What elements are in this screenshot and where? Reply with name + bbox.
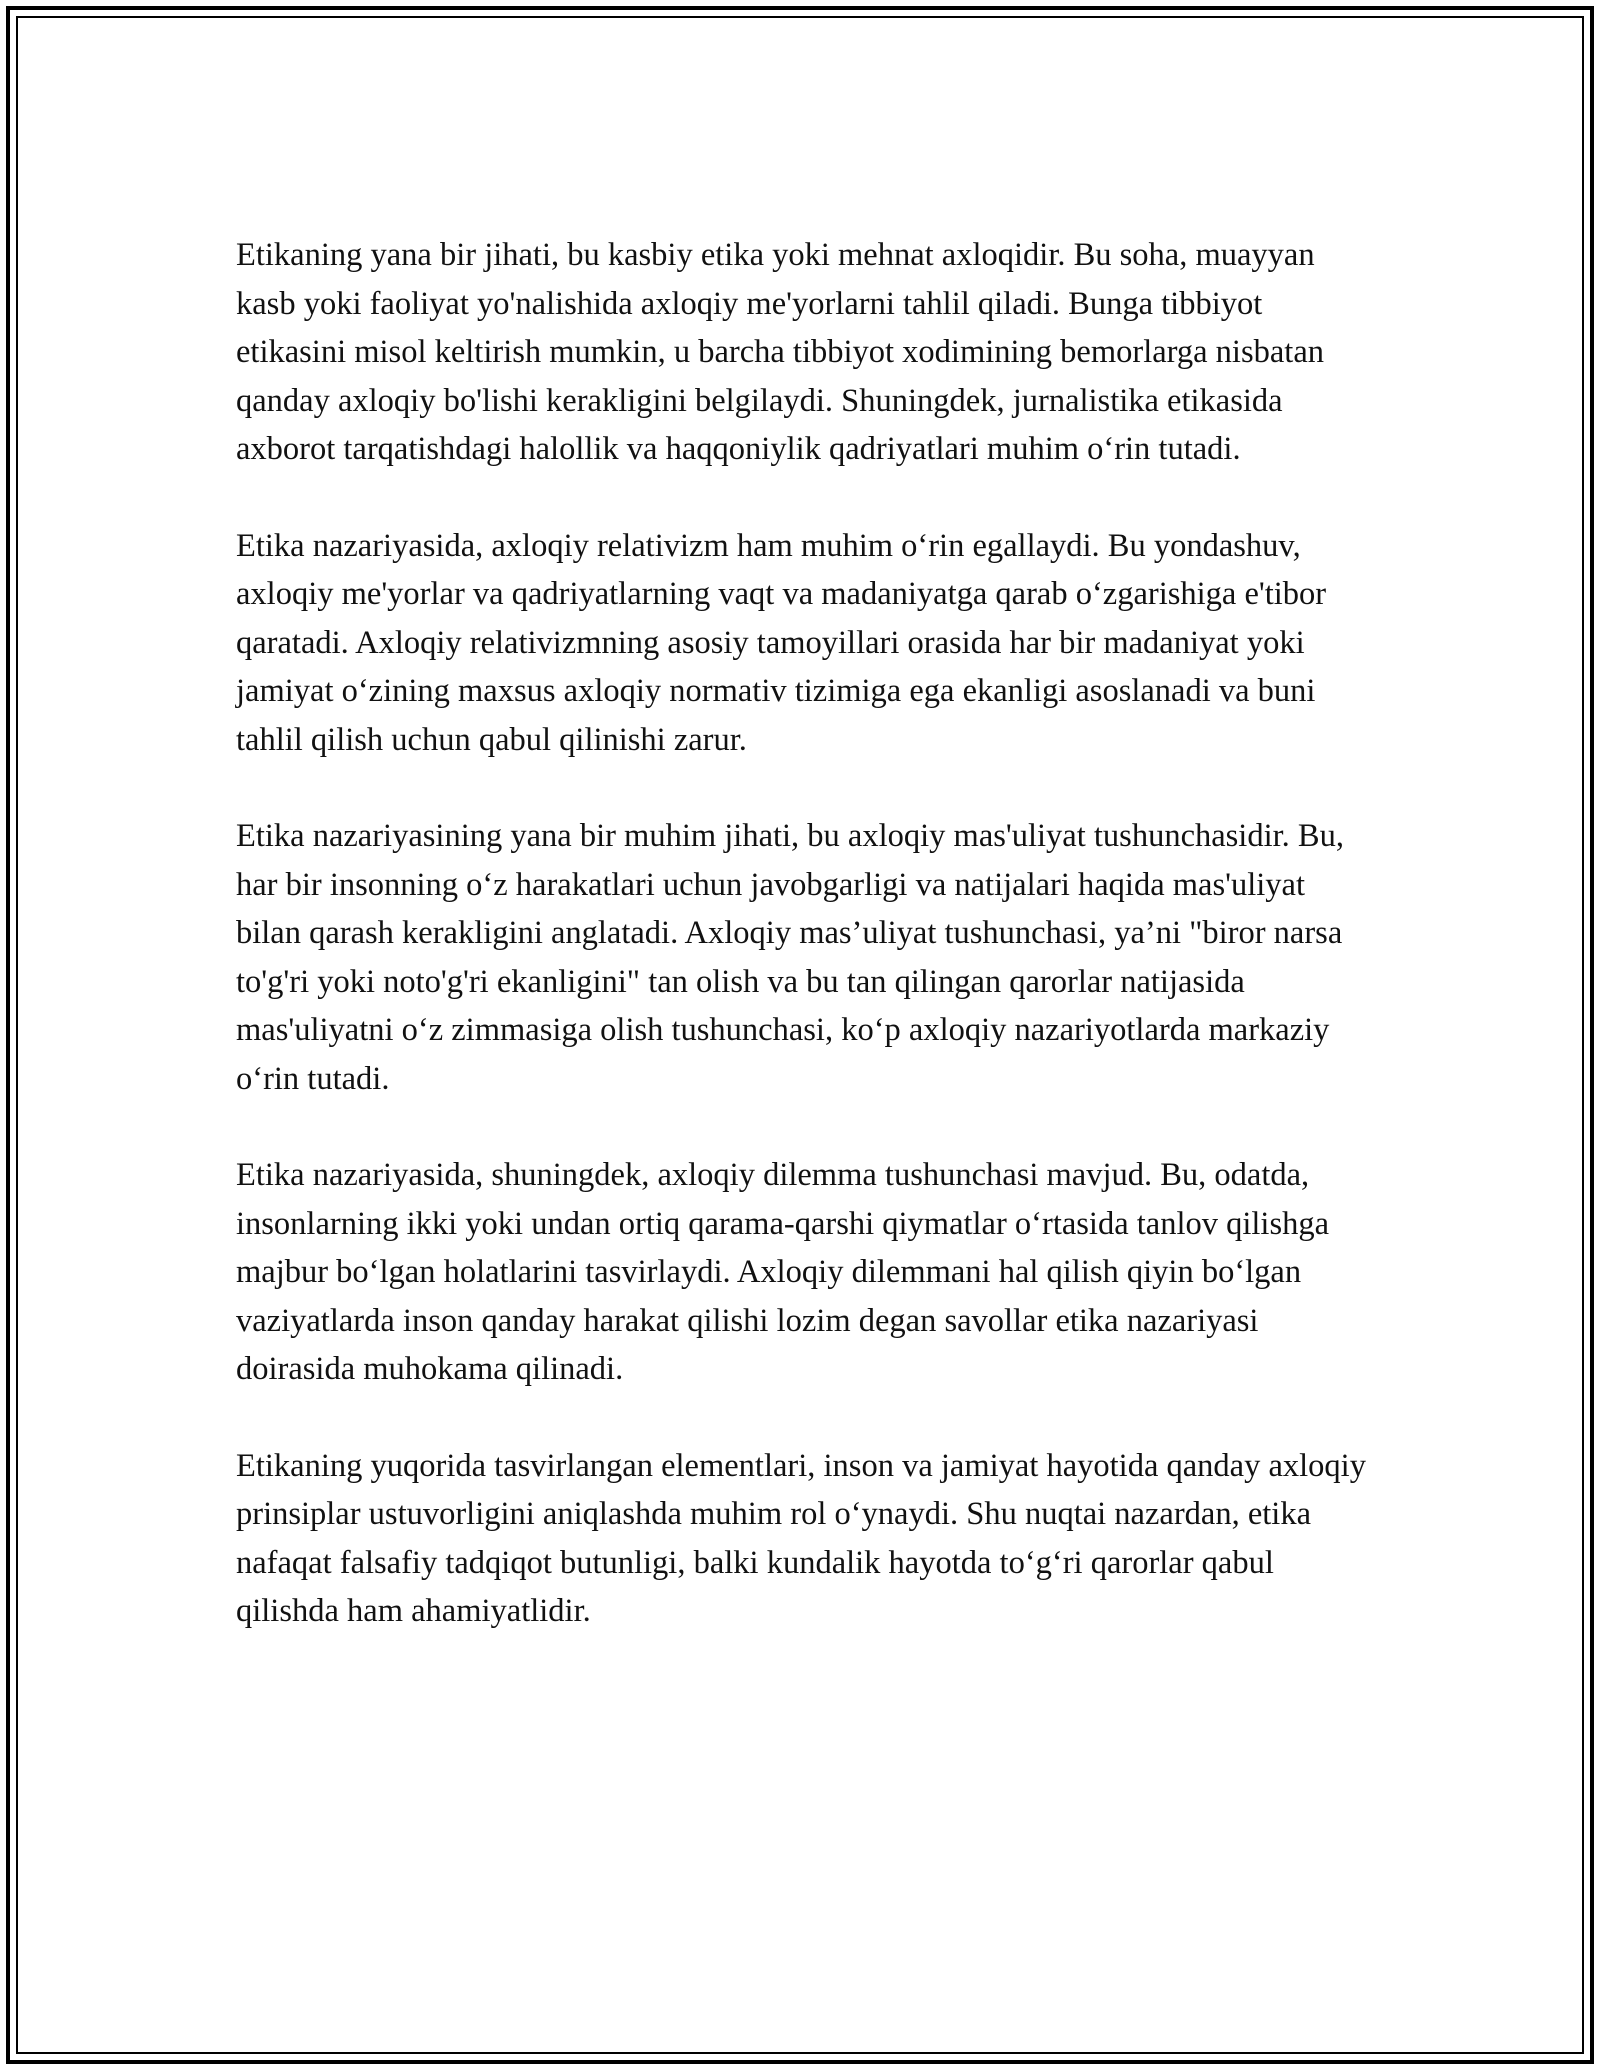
paragraph-moral-dilemma: Etika nazariyasida, shuningdek, axloqiy dilemma tushunchasi mavjud. Bu, odatda, insonlarning ikki yoki undan ortiq qarama-qarshi qiymatlar oʻrtasida tanlov qilishga majbur boʻlgan holatlarini tasvirlaydi. Axloqiy dilemmani hal qilish qiyin boʻlgan vaziyatlarda inson qanday harakat qilishi lozim degan savollar etika nazariyasi doirasida muhokama qilinadi. xyxy=(236,1157,1330,1387)
paragraph-moral-responsibility: Etika nazariyasining yana bir muhim jihati, bu axloqiy mas'uliyat tushunchasidir. Bu, har bir insonning oʻz harakatlari uchun javobgarligi va natijalari haqida mas'uliyat bilan qarash kerakligini anglatadi. Axloqiy mas’uliyat tushunchasi, ya’ni "biror narsa to'g'ri yoki noto'g'ri ekanligini" tan olish va bu tan qilingan qarorlar natijasida mas'uliyatni oʻz zimmasiga olish tushunchasi, koʻp axloqiy nazariyotlarda markaziy oʻrin tutadi. xyxy=(236,818,1344,1097)
paragraph-moral-relativism: Etika nazariyasida, axloqiy relativizm ham muhim oʻrin egallaydi. Bu yondashuv, axloqiy me'yorlar va qadriyatlarning vaqt va madaniyatga qarab oʻzgarishiga e'tibor qaratadi. Axloqiy relativizmning asosiy tamoyillari orasida har bir madaniyat yoki jamiyat oʻzining maxsus axloqiy normativ tizimiga ega ekanligi asoslanadi va buni tahlil qilish uchun qabul qilinishi zarur. xyxy=(236,527,1327,758)
paragraph-conclusion: Etikaning yuqorida tasvirlangan elementlari, inson va jamiyat hayotida qanday axloqiy prinsiplar ustuvorligini aniqlashda muhim rol oʻynaydi. Shu nuqtai nazardan, etika nafaqat falsafiy tadqiqot butunligi, balki kundalik hayotda toʻgʻri qarorlar qabul qilishda ham ahamiyatlidir. xyxy=(236,1447,1366,1629)
document-body xyxy=(236,231,1376,1684)
paragraph-professional-ethics: Etikaning yana bir jihati, bu kasbiy etika yoki mehnat axloqidir. Bu soha, muayyan kasb yoki faoliyat yo'nalishida axloqiy me'yorlarni tahlil qiladi. Bunga tibbiyot etikasini misol keltirish mumkin, u barcha tibbiyot xodimining bemorlarga nisbatan qanday axloqiy bo'lishi kerakligini belgilaydi. Shuningdek, jurnalistika etikasida axborot tarqatishdagi halollik va haqqoniylik qadriyatlari muhim oʻrin tutadi. xyxy=(236,237,1324,467)
